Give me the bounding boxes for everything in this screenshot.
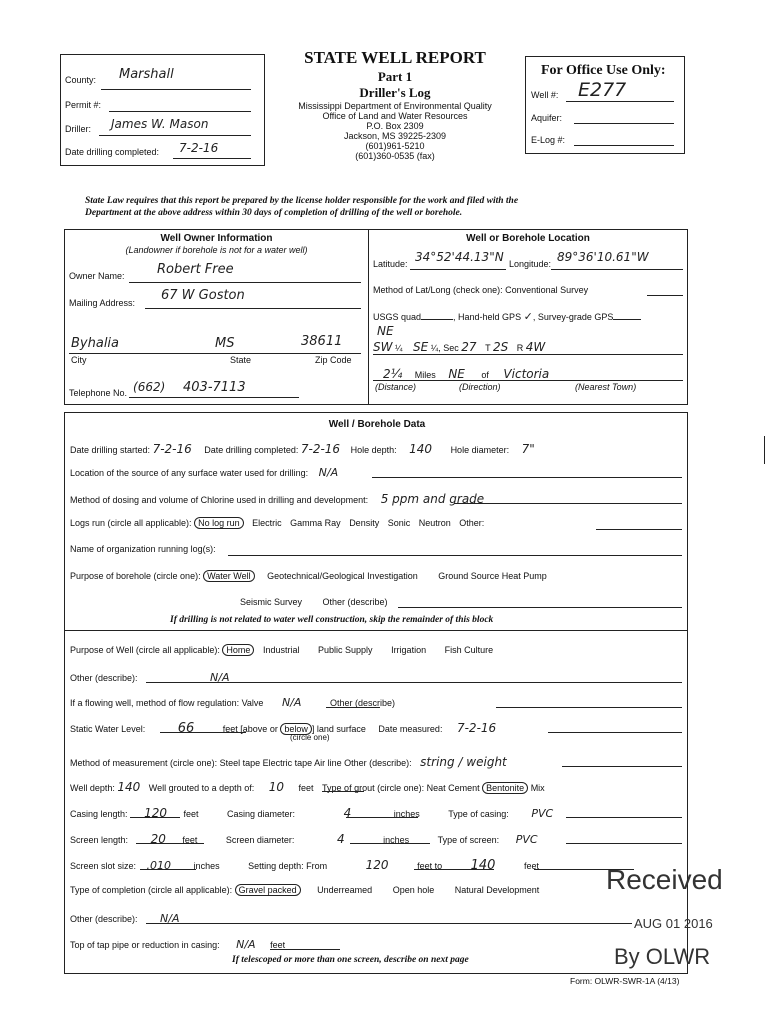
surface-water-label: Location of the source of any surface water used for drilling: <box>70 468 309 478</box>
purpose-opt-water-well[interactable]: Water Well <box>203 570 255 582</box>
county-label: County: <box>65 75 97 85</box>
pw-opt-public[interactable]: Public Supply <box>318 645 373 655</box>
report-subtitle: Driller's Log <box>359 85 431 100</box>
telephone-area: 662 <box>137 380 161 394</box>
slot-size-label: Screen slot size: <box>70 861 137 871</box>
other-completion-label: Other (describe): <box>70 914 138 924</box>
telephone-label: Telephone No. <box>69 388 128 398</box>
logs-opt-nolog[interactable]: No log run <box>194 517 244 529</box>
of-label: of <box>481 370 489 380</box>
pw-opt-irrigation[interactable]: Irrigation <box>391 645 427 655</box>
telescoped-note: If telescoped or more than one screen, describe on next page <box>232 955 469 965</box>
received-date: AUG 01 2016 <box>634 916 713 931</box>
org-label: Name of organization running log(s): <box>70 544 216 554</box>
office-name: Office of Land and Water Resources <box>322 111 468 121</box>
screen-length-unit: feet <box>182 835 198 845</box>
other-completion-value: N/A <box>160 912 180 925</box>
tap-pipe-value: N/A <box>236 938 256 951</box>
grout-label: Well grouted to a depth of: <box>148 783 255 793</box>
slot-size-unit: inches <box>193 861 220 871</box>
well-number-value: E277 <box>578 79 627 101</box>
measurement-method-label: Method of measurement (circle one): Steel tape Electric tape Air line Other (describe): <box>70 758 412 768</box>
direction-label: (Direction) <box>459 382 501 392</box>
casing-diameter-unit: inches <box>393 809 420 819</box>
county-value: Marshall <box>119 67 174 82</box>
nearest-town-label: (Nearest Town) <box>575 382 637 392</box>
borehole-purpose-label: Purpose of borehole (circle one): <box>70 571 201 581</box>
logs-opt-gamma[interactable]: Gamma Ray <box>290 518 341 528</box>
section-label: ¼, Sec <box>430 343 459 353</box>
setting-from-value: 120 <box>365 858 389 872</box>
casing-length-unit: feet <box>183 809 199 819</box>
quarter-value: NE <box>377 324 394 338</box>
city-address: Jackson, MS 39225-2309 <box>343 131 447 141</box>
completed-value: 7-2-16 <box>300 442 341 456</box>
completion-label: Type of completion (circle all applicable): <box>70 885 233 895</box>
other-describe-label: Other (describe): <box>70 673 138 683</box>
purpose-opt-seismic[interactable]: Seismic Survey <box>240 597 303 607</box>
casing-diameter-value: 4 <box>343 806 352 820</box>
well-depth-value: 140 <box>117 780 141 794</box>
longitude-label: Longitude: <box>509 259 552 269</box>
latlong-method-label: Method of Lat/Long (check one): Conventional Survey <box>373 285 589 295</box>
measured-value: 7-2-16 <box>456 721 497 735</box>
chlorine-label: Method of dosing and volume of Chlorine used in drilling and development: <box>70 495 369 505</box>
casing-diameter-label: Casing diameter: <box>227 809 296 819</box>
started-value: 7-2-16 <box>152 442 192 456</box>
static-below[interactable]: below <box>280 723 312 735</box>
completion-opt-open-hole[interactable]: Open hole <box>392 885 435 895</box>
flow-other-label: Other (describe) <box>329 698 395 708</box>
grout-mix[interactable]: Mix <box>530 783 545 793</box>
setting-to-label: feet to <box>417 861 443 871</box>
date-completed-value: 7-2-16 <box>179 141 219 155</box>
tap-pipe-label: Top of tap pipe or reduction in casing: <box>70 940 220 950</box>
static-level-value: 66 <box>177 721 195 736</box>
grout-feet: feet <box>298 783 314 793</box>
screen-length-label: Screen length: <box>70 835 129 845</box>
measurement-method-value: string / weight <box>420 755 507 769</box>
purpose-opt-heat-pump[interactable]: Ground Source Heat Pump <box>438 571 547 581</box>
screen-diameter-value: 4 <box>336 832 345 846</box>
aquifer-label: Aquifer: <box>531 113 563 123</box>
logs-opt-neutron[interactable]: Neutron <box>418 518 451 528</box>
casing-type-value: PVC <box>531 807 554 820</box>
well-data-title: Well / Borehole Data <box>328 419 426 430</box>
grout-type-label: Type of grout (circle one): Neat Cement <box>322 783 480 793</box>
zip-label: Zip Code <box>315 355 352 365</box>
land-surface-label: ] land surface <box>311 724 366 734</box>
static-unit: feet [above or <box>222 724 278 734</box>
purpose-opt-geotech[interactable]: Geotechnical/Geological Investigation <box>267 571 418 581</box>
direction-value: NE <box>448 367 465 381</box>
miles-label: Miles <box>414 370 436 380</box>
city-value: Byhalia <box>71 336 120 351</box>
hole-diameter-label: Hole diameter: <box>450 445 510 455</box>
completion-opt-natural[interactable]: Natural Development <box>454 885 540 895</box>
flow-value: N/A <box>281 696 302 709</box>
well-depth-label: Well depth: <box>70 783 115 793</box>
completed-label: Date drilling completed: <box>204 445 299 455</box>
fax: (601)360-0535 (fax) <box>355 151 435 161</box>
well-number-label: Well #: <box>531 90 559 100</box>
report-part: Part 1 <box>377 69 413 84</box>
agency-name: Mississippi Department of Environmental Quality <box>298 101 492 111</box>
setting-to-value: 140 <box>470 858 496 873</box>
elog-label: E-Log #: <box>531 135 566 145</box>
driller-value: James W. Mason <box>111 117 209 131</box>
survey-gps-label: , Survey-grade GPS <box>532 312 614 322</box>
tap-pipe-unit: feet <box>270 940 286 950</box>
city-label: City <box>71 355 87 365</box>
other-describe-value: N/A <box>210 671 230 684</box>
notice-line1: State Law requires that this report be prepared by the license holder responsible for the work and filed with the <box>85 196 519 206</box>
logs-opt-sonic[interactable]: Sonic <box>387 518 411 528</box>
q-value: SE <box>413 340 429 354</box>
usgs-quad-label: USGS quad <box>373 312 422 322</box>
screen-type-value: PVC <box>515 833 538 846</box>
qq-value: SW <box>373 340 393 354</box>
owner-title: Well Owner Information <box>160 233 273 244</box>
telephone-value: 403-7113 <box>183 380 246 395</box>
notice-line2: Department at the above address within 30 days of completion of drilling of the well or borehole. <box>85 208 463 218</box>
grout-bentonite[interactable]: Bentonite <box>482 782 528 794</box>
zip-value: 38611 <box>301 334 343 349</box>
hole-depth-value: 140 <box>409 442 433 456</box>
longitude-value: 89°36'10.61"W <box>557 250 649 264</box>
county-box <box>60 54 265 166</box>
logs-opt-other[interactable]: Other: <box>459 518 485 528</box>
logs-opt-density[interactable]: Density <box>349 518 380 528</box>
setting-depth-label: Setting depth: From <box>248 861 328 871</box>
town-value: Victoria <box>503 367 550 381</box>
logs-opt-electric[interactable]: Electric <box>252 518 282 528</box>
received-stamp: Received <box>606 864 723 895</box>
hole-diameter-value: 7" <box>521 442 535 456</box>
distance-value: 2¼ <box>383 367 403 381</box>
office-title: For Office Use Only: <box>541 63 666 78</box>
report-title: STATE WELL REPORT <box>304 48 486 67</box>
form-id: Form: OLWR-SWR-1A (4/13) <box>570 976 680 986</box>
driller-label: Driller: <box>65 124 91 134</box>
quarter-label: ¼ <box>395 343 403 353</box>
handheld-gps-label: , Hand-held GPS <box>453 312 522 322</box>
owner-location-box: Well Owner Information (Landowner if borehole is not for a water well) Owner Name: Robert Free Mailing Address: 67 W Goston Byhalia MS 38611 City State Zip Code Telephone No. (662) 403-7113 Well or Borehole Location Latitude: 34°52'44.13"N Longitude: 89°36'10.61"W Method of Lat/Long (check one): Conventional Survey USGS quad , Hand-held GPS ✓, Survey-grade GPS NE SW ¼ SE ¼, Sec 27 T 2S R 4W 2¼ Miles NE of Victoria (Distance) (Direction) (Nearest Town) <box>64 229 688 405</box>
casing-length-label: Casing length: <box>70 809 128 819</box>
measured-label: Date measured: <box>378 724 443 734</box>
casing-length-value: 120 <box>144 806 167 820</box>
setting-to-unit: feet <box>523 861 539 871</box>
pw-opt-fish[interactable]: Fish Culture <box>444 645 494 655</box>
mailing-label: Mailing Address: <box>69 298 136 308</box>
owner-name-label: Owner Name: <box>69 271 125 281</box>
state-label: State <box>230 355 252 365</box>
screen-type-label: Type of screen: <box>437 835 500 845</box>
report-header <box>270 48 520 161</box>
state-value: MS <box>215 336 235 351</box>
handheld-gps-check: ✓ <box>523 310 533 323</box>
owner-name-value: Robert Free <box>157 262 234 277</box>
phone: (601)961-5210 <box>365 141 425 151</box>
scan-edge-mark <box>764 436 765 464</box>
static-level-label: Static Water Level: <box>70 724 146 734</box>
screen-diameter-label: Screen diameter: <box>225 835 295 845</box>
received-by: By OLWR <box>614 944 711 969</box>
flow-label: If a flowing well, method of flow regulation: Valve <box>70 698 264 708</box>
chlorine-value: 5 ppm and grade <box>380 492 485 506</box>
po-box: P.O. Box 2309 <box>366 121 424 131</box>
hole-depth-label: Hole depth: <box>350 445 397 455</box>
latitude-value: 34°52'44.13"N <box>415 250 504 264</box>
screen-length-value: 20 <box>150 832 166 846</box>
completion-opt-gravel[interactable]: Gravel packed <box>235 884 301 896</box>
logs-label: Logs run (circle all applicable): <box>70 518 192 528</box>
screen-diameter-unit: inches <box>383 835 410 845</box>
township-label: T <box>485 343 491 353</box>
surface-water-value: N/A <box>318 466 339 479</box>
casing-type-label: Type of casing: <box>448 809 509 819</box>
started-label: Date drilling started: <box>70 445 151 455</box>
date-completed-label: Date drilling completed: <box>65 147 160 157</box>
office-use-box <box>525 56 685 154</box>
mailing-value: 67 W Goston <box>161 288 245 303</box>
well-purpose-label: Purpose of Well (circle all applicable): <box>70 645 220 655</box>
purpose-opt-other[interactable]: Other (describe) <box>322 597 388 607</box>
location-title: Well or Borehole Location <box>466 233 590 244</box>
completion-opt-underreamed[interactable]: Underreamed <box>317 885 373 895</box>
slot-size-value: .010 <box>146 859 172 872</box>
distance-label: (Distance) <box>375 382 417 392</box>
permit-label: Permit #: <box>65 100 102 110</box>
circle-one-note: (circle one) <box>290 733 330 742</box>
range-label: R <box>516 343 524 353</box>
grout-value: 10 <box>268 780 284 794</box>
latitude-label: Latitude: <box>373 259 408 269</box>
pw-opt-home[interactable]: Home <box>222 644 254 656</box>
pw-opt-industrial[interactable]: Industrial <box>262 645 300 655</box>
range-value: 4W <box>525 340 546 354</box>
section-value: 27 <box>461 340 477 354</box>
township-value: 2S <box>492 340 509 354</box>
owner-subtitle: (Landowner if borehole is not for a water well) <box>125 245 308 255</box>
skip-note: If drilling is not related to water well construction, skip the remainder of this block <box>170 615 494 625</box>
